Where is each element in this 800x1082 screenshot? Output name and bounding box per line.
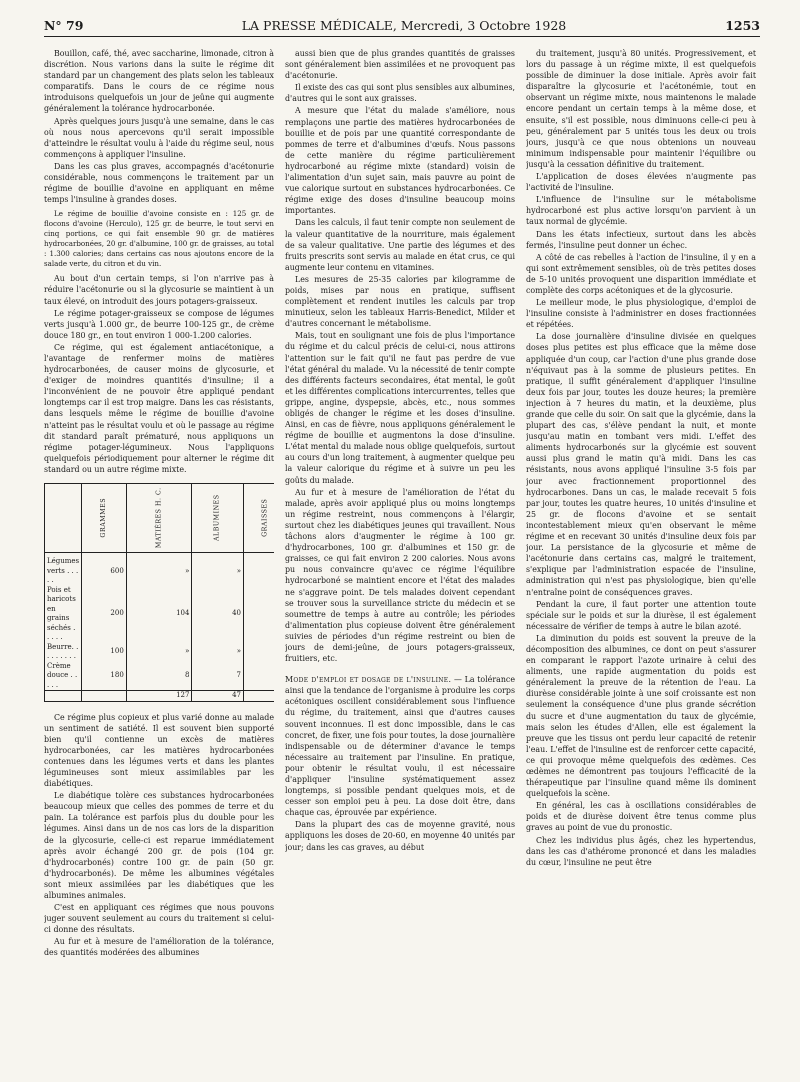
paragraph: du traitement, jusqu'à 80 unités. Progressivement, et lors du passage à un régime mixte, il est quelquefois possible de diminuer la dose initiale. Après avoir fait disparaître la glycosurie et l'acétonémie, tout en observant un régime mixte, nous maintenons le malade encore pendant un certain temps à la même dose, et ensuite, s'il est possible, nous diminuons celle-ci peu à peu, généralement par 5 unités tous les deux ou trois jours, jusqu'à ce que nous obtenions un nouveau minimum indispensable pour maintenir l'équilibre ou jusqu'à la cessation définitive du traitement. xyxy=(526,49,756,169)
table-row: Crème douce . . . . . 180 8 7 xyxy=(45,662,275,691)
paragraph: Le meilleur mode, le plus physiologique, d'emploi de l'insuline consiste à l'administrer en doses fractionnées et répétées. xyxy=(526,298,756,330)
paragraph: Au fur et à mesure de l'amélioration de la tolérance, des quantités modérées des albumines xyxy=(44,937,274,958)
paragraph: Il existe des cas qui sont plus sensibles aux albumines, d'autres qui le sont aux graisses. xyxy=(285,83,515,104)
table-header: MATIÈRES H. C. xyxy=(126,484,192,553)
table-row: Pois et haricots en grains séchés . . . . . 200 104 40 xyxy=(45,586,275,643)
table-header: GRAMMES xyxy=(82,484,127,553)
table-row: Beurre. . . . . . . . . 100 » » xyxy=(45,643,275,662)
paragraph: A mesure que l'état du malade s'améliore, nous remplaçons une partie des matières hydrocarbonées de bouillie et de pois par une quantité correspondante de pommes de terre et d'albumines d'œufs. Nous passons de cette manière du régime particulièrement hydrocarboné au régime mixte (standard) voisin de l'alimentation d'un sujet sain, mais pauvre au point de vue calorique surtout en substances hydrocarbonées. Ce régime exige des doses d'insuline beaucoup moins importantes. xyxy=(285,106,515,216)
paragraph: Bouillon, café, thé, avec saccharine, limonade, citron à discrétion. Nous varions dans la suite le régime dit standard par un changement des plats selon les tableaux comparatifs. Dans le cours de ce régime nous introduisons quelquefois un jour de jeûne qui augmente généralement la tolérance hydrocarbonée. xyxy=(44,49,274,114)
paragraph: L'influence de l'insuline sur le métabolisme hydrocarboné est plus active lorsqu'on parvient à un taux normal de glycémie. xyxy=(526,195,756,227)
paragraph: En général, les cas à oscillations considérables de poids et de diurèse doivent être tenus comme plus graves au point de vue du pronostic. xyxy=(526,801,756,833)
paragraph: La diminution du poids est souvent la preuve de la décomposition des albumines, ce dont on peut s'assurer en comparant le rapport l'azote urinaire à celui des aliments, une rapide augmentation du poids est généralement la preuve de la rétention de l'eau. La diurèse considérable jointe à une soif croissante est non seulement la conséquence d'une plus grande sécrétion du sucre et d'une augmentation du taux de glycémie, mais selon les études d'Allen, elle est également la preuve que les tissus ont perdu leur capacité de retenir l'eau. L'effet de l'insuline est de renforcer cette capacité, ce qui provoque même quelquefois des œdèmes. Ces œdèmes ne démontrent pas toujours l'efficacité de la thérapeutique par l'insuline quand même ils dominent quelquefois la scène. xyxy=(526,633,756,799)
paragraph: A côté de cas rebelles à l'action de l'insuline, il y en a qui sont extrêmement sensibles, où de très petites doses de 5-10 unités provoquent une disparition immédiate et complète des corps acétoniques et de la glycosurie. xyxy=(526,252,756,295)
oat-diet-note: Le régime de bouillie d'avoine consiste en : 125 gr. de flocons d'avoine (Herculo), 125 gr. de beurre, le tout servi en cinq portions, ce qui fait ensemble 90 gr. de matières hydrocarbonées, 20 gr. d'albumine, 100 gr. de graisses, au total : 1.300 calories; dans certains cas nous ajoutons encore de la salade verte, du citron et du vin. xyxy=(44,209,274,269)
column-2 xyxy=(285,48,515,1076)
paragraph: Ce régime, qui est également antiacétonique, a l'avantage de renfermer moins de matières hydrocarbonées, de causer moins de glycosurie, et d'exiger de moindres quantités d'insuline; il a l'inconvénient de ne pouvoir être appliqué pendant longtemps car il est trop maigre. Dans les cas résistants, dans lesquels même le régime de bouillie d'avoine n'atteint pas le résultat voulu et où le passage au régime dit standard paraît prématuré, nous appliquons un régime potager-légumineux. Nous l'appliquons quelquefois périodiquement pour alterner le régime dit standard ou un autre régime mixte. xyxy=(44,342,274,474)
section-heading-paragraph: Mode d'emploi et dosage de l'insuline. — La tolérance ainsi que la tendance de l'organisme à produire les corps acétoniques oscillent considérablement sous l'influence du régime, du traitement, ainsi que d'autres causes souvent inconnues. Il est donc impossible, dans le cas concret, de fixer, une fois pour toutes, la dose journalière indispensable ou de déterminer d'avance le temps nécessaire au traitement par l'insuline. En pratique, pour obtenir le résultat voulu, il est nécessaire d'appliquer l'insuline systématiquement assez longtemps, si possible pendant quelques mois, et de cesser son emploi peu à peu. La dose doit être, dans chaque cas, éprouvée par expérience. xyxy=(285,675,515,818)
table-row: Légumes verts . . . . . 600 » » xyxy=(45,553,275,586)
paragraph: Après quelques jours jusqu'à une semaine, dans le cas où nous nous apercevons qu'il serait impossible d'atteindre le résultat voulu à l'aide du régime seul, nous commençons à appliquer l'insuline. xyxy=(44,116,274,159)
paragraph: Dans les calculs, il faut tenir compte non seulement de la valeur quantitative de la nourriture, mais également de sa valeur qualitative. Une partie des légumes et des fruits prescrits sont servis au malade en état crus, ce qui augmente leur contenu en vitamines. xyxy=(285,218,515,272)
journal-title: LA PRESSE MÉDICALE, Mercredi, 3 Octobre 1928 xyxy=(241,18,567,33)
diet-table xyxy=(44,483,274,702)
paragraph: Dans la plupart des cas de moyenne gravité, nous appliquons les doses de 20-60, en moyenne 40 unités par jour; dans les cas graves, au début xyxy=(285,820,515,852)
table-header: ALBUMINES xyxy=(192,484,244,553)
paragraph: Au fur et à mesure de l'amélioration de l'état du malade, après avoir appliqué plus ou moins longtemps un régime restreint, nous commençons à l'élargir, surtout chez les diabétiques jeunes qui travaillent. Nous tâchons alors d'augmenter le régime à 100 gr. d'hydrocarbones, 100 gr. d'albumines et 150 gr. de graisses, ce qui fait environ 2 200 calories. Nous avons pu nous convaincre qu'avec ce régime l'équilibre hydrocarboné se maintient encore et l'état des malades ne s'aggrave point. De tels malades doivent cependant se trouver sous la surveillance stricte du médecin et se soumettre de temps à autre au contrôle; les périodes d'alimentation plus copieuse doivent être généralement suivies de périodes d'un régime restreint ou bien de jours de demi-jeûne, de jours potagers-graisseux, fruitiers, etc. xyxy=(285,487,515,664)
section-title: Mode d'emploi et dosage de l'insuline. xyxy=(285,675,452,685)
page-header xyxy=(44,14,760,37)
issue-number: N° 79 xyxy=(44,18,84,33)
column-3 xyxy=(526,48,756,1076)
paragraph: Les mesures de 25-35 calories par kilogramme de poids, mises par nous en pratique, suffisent complètement et rendent inutiles les calculs par trop minutieux, selon les tableaux Harris-Benedict, Milder et d'autres concernant le métabolisme. xyxy=(285,274,515,329)
paragraph: C'est en appliquant ces régimes que nous pouvons juger souvent seulement au cours du traitement si celui-ci donne des résultats. xyxy=(44,903,274,935)
paragraph: L'application de doses élevées n'augmente pas l'activité de l'insuline. xyxy=(526,172,756,193)
table-header: GRAISSES xyxy=(244,484,275,553)
paragraph: La dose journalière d'insuline divisée en quelques doses plus petites est plus efficace que la même dose appliquée d'un coup, car l'action d'une plus grande dose n'équivaut pas à la somme de plusieurs petites. En pratique, il suffit généralement d'appliquer l'insuline deux fois par jour, toutes les douze heures; la première injection à 7 heures du matin, et la deuxième, plus grande que celle du soir. On sait que la glycémie, dans la plupart des cas, s'élève pendant la nuit, et monte jusqu'au matin en tombant vers midi. L'effet des aliments hydrocarbonés sur la glycémie est souvent aussi plus grand le matin qu'à midi. Dans les cas résistants, nous avons appliqué l'insuline 3-5 fois par jour avec fractionnement proportionnel des hydrocarbones. Dans un cas, le malade recevait 5 fois par jour, toutes les quatre heures, 10 unités d'insuline et 25 gr. de flocons d'avoine et se sentait incontestablement mieux qu'en observant le même régime et en recevant 30 unités d'insuline deux fois par jour. La persistance de la glycosurie et même de l'acétonurie dans certains cas, malgré le traitement, s'explique par l'administration espacée de l'insuline, administration qui n'est pas physiologique, bien qu'elle n'entraîne point de conséquences graves. xyxy=(526,332,756,597)
paragraph: Au bout d'un certain temps, si l'on n'arrive pas à réduire l'acétonurie ou si la glycosurie se maintient à un taux élevé, on introduit des jours potagers-graisseux. xyxy=(44,274,274,306)
table-total-row: 127 47 xyxy=(45,691,275,702)
paragraph: Pendant la cure, il faut porter une attention toute spéciale sur le poids et sur la diurèse, il est également nécessaire de vérifier de temps à autre le bilan azoté. xyxy=(526,599,756,631)
paragraph: aussi bien que de plus grandes quantités de graisses sont généralement bien assimilées et ne provoquent pas d'acétonurie. xyxy=(285,49,515,81)
paragraph: Dans les cas plus graves, accompagnés d'acétonurie considérable, nous commençons le traitement par un régime de bouillie d'avoine en appliquant en même temps l'insuline à grandes doses. xyxy=(44,161,274,205)
paragraph: Le diabétique tolère ces substances hydrocarbonées beaucoup mieux que celles des pommes de terre et du pain. La tolérance est parfois plus du double pour les légumes. Ainsi dans un de nos cas lors de la disparition de la glycosurie, celle-ci est reparue immédiatement après avoir échangé 200 gr. de pois (104 gr. d'hydrocarbonés) contre 100 gr. de pain (50 gr. d'hydrocarbonés). De même les albumines végétales sont mieux assimilées par les diabétiques que les albumines animales. xyxy=(44,791,274,900)
paragraph: Ce régime plus copieux et plus varié donne au malade un sentiment de satiété. Il est souvent bien supporté bien qu'il contienne un excès de matières hydrocarbonées, car les matières hydrocarbonées contenues dans les légumes verts et dans les plantes légumineuses sont mieux assimilables par les diabétiques. xyxy=(44,712,274,789)
column-1 xyxy=(44,48,274,1076)
paragraph: Le régime potager-graisseux se compose de légumes verts jusqu'à 1.000 gr., de beurre 100-125 gr., de crème douce 180 gr., en tout environ 1 000-1.200 calories. xyxy=(44,308,274,340)
paragraph: Dans les états infectieux, surtout dans les abcès fermés, l'insuline peut donner un échec. xyxy=(526,229,756,250)
table-header xyxy=(45,484,82,553)
paragraph: Chez les individus plus âgés, chez les hypertendus, dans les cas d'athérome prononcé et dans les maladies du cœur, l'insuline ne peut être xyxy=(526,835,756,867)
paragraph: Mais, tout en soulignant une fois de plus l'importance du régime et du calcul précis de celui-ci, nous attirons l'attention sur le fait qu'il ne faut pas perdre de vue l'état général du malade. Vu la nécessité de tenir compte des différents facteurs secondaires, état mental, le goût et les différentes complications intercurrentes, telles que grippe, angine, dyspepsie, abcès, etc., nous sommes obligés de changer le régime et les doses d'insuline. Ainsi, en cas de fièvre, nous appliquons généralement le régime de bouillie et augmentons la dose d'insuline. L'état mental du malade nous oblige quelquefois, surtout au cours d'un long traitement, à augmenter quelque peu la valeur calorique du régime et à suivre un peu les goûts du malade. xyxy=(285,331,515,485)
page-number: 1253 xyxy=(725,18,760,33)
